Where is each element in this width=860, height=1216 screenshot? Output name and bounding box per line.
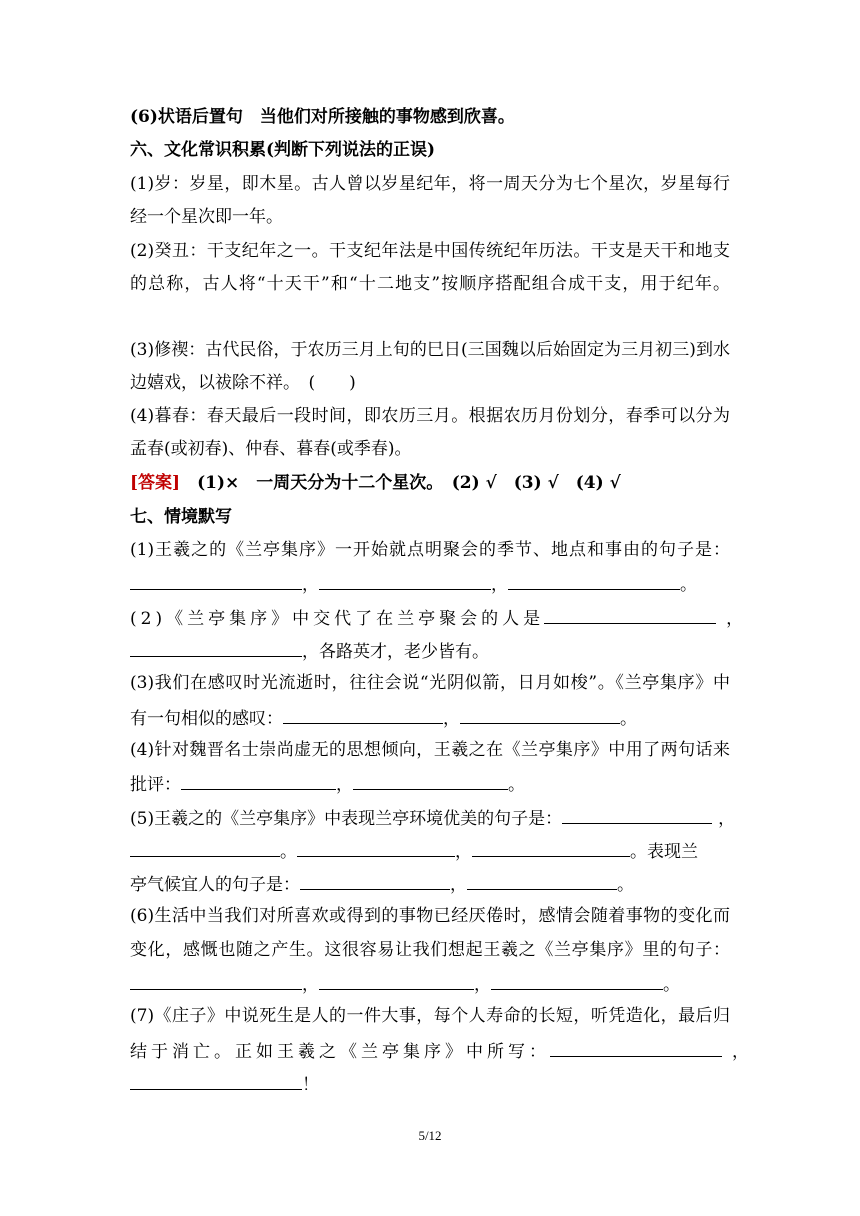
text-line: (4)暮春：春天最后一段时间，即农历三月。根据农历月份划分，春季可以分为 bbox=[130, 406, 730, 426]
text-line: 经一个星次即一年。 bbox=[130, 207, 283, 227]
text-line: (2)癸丑：干支纪年之一。干支纪年法是中国传统纪年历法。干支是天干和地支 bbox=[130, 241, 730, 261]
answer-blank[interactable] bbox=[181, 771, 336, 790]
answer-blank[interactable] bbox=[544, 605, 716, 624]
answer-blanks-1: ， ， 。 bbox=[130, 571, 730, 597]
answer-blank[interactable] bbox=[283, 705, 443, 724]
answer-blank[interactable] bbox=[472, 838, 630, 857]
text-line: 的总称，古人将“十天干”和“十二地支”按顺序搭配组合成干支，用于纪年。 bbox=[130, 274, 730, 294]
question-5: (5)王羲之的《兰亭集序》中表现兰亭环境优美的句子是： ， bbox=[130, 805, 730, 831]
question-4-cont: 批评： ， 。 bbox=[130, 771, 730, 797]
answer-tag: [答案] bbox=[130, 473, 181, 493]
answer-blank[interactable] bbox=[550, 1038, 722, 1057]
answer-text: (1)× 一周天分为十二个星次。 (2) √ (3) √ (4) √ bbox=[180, 473, 621, 493]
question-2: (2)《兰亭集序》中交代了在兰亭聚会的人是 ， bbox=[130, 605, 730, 631]
question-7-blank: ！ bbox=[130, 1071, 730, 1097]
answer-line bbox=[130, 471, 730, 495]
question-3-cont: 有一句相似的感叹： ， 。 bbox=[130, 705, 730, 731]
answer-blank[interactable] bbox=[467, 871, 617, 890]
question-7-cont: 结于消亡。正如王羲之《兰亭集序》中所写： ， bbox=[130, 1038, 730, 1064]
answer-blank[interactable] bbox=[353, 771, 508, 790]
answer-blank[interactable] bbox=[130, 1071, 302, 1090]
text-line: (1)岁：岁星，即木星。古人曾以岁星纪年，将一周天分为七个星次，岁星每行 bbox=[130, 174, 730, 194]
answer-blank[interactable] bbox=[300, 871, 450, 890]
answer-blank[interactable] bbox=[508, 571, 680, 590]
question-5-cont: 。 ， 。表现兰 bbox=[130, 838, 730, 864]
section-heading-7: 七、情境默写 bbox=[130, 507, 232, 527]
answer-blank[interactable] bbox=[562, 805, 712, 824]
answer-blank[interactable] bbox=[130, 838, 280, 857]
answer-blank[interactable] bbox=[491, 971, 663, 990]
question-2-cont: ，各路英才，老少皆有。 bbox=[130, 638, 730, 664]
question-6-blanks: ， ， 。 bbox=[130, 971, 730, 997]
question-5-cont2: 亭气候宜人的句子是： ， 。 bbox=[130, 871, 730, 897]
text-line: (3)修禊：古代民俗，于农历三月上旬的巳日(三国魏以后始固定为三月初三)到水 bbox=[130, 340, 730, 360]
answer-blank[interactable] bbox=[460, 705, 620, 724]
question-4: (4)针对魏晋名士崇尚虚无的思想倾向，王羲之在《兰亭集序》中用了两句话来 bbox=[130, 740, 730, 760]
question-6: (6)生活中当我们对所喜欢或得到的事物已经厌倦时，感情会随着事物的变化而 bbox=[130, 906, 730, 926]
question-7: (7)《庄子》中说死生是人的一件大事，每个人寿命的长短，听凭造化，最后归 bbox=[130, 1006, 730, 1026]
answer-blank[interactable] bbox=[319, 971, 474, 990]
text-line: 孟春(或初春)、仲春、暮春(或季春)。 bbox=[130, 439, 412, 459]
question-6-cont: 变化，感慨也随之产生。这很容易让我们想起王羲之《兰亭集序》里的句子： bbox=[130, 940, 730, 960]
answer-blank[interactable] bbox=[297, 838, 455, 857]
text-line: (6)状语后置句 当他们对所接触的事物感到欣喜。 bbox=[130, 107, 515, 127]
answer-blank[interactable] bbox=[319, 571, 491, 590]
section-heading-6: 六、文化常识积累(判断下列说法的正误) bbox=[130, 140, 436, 160]
answer-blank[interactable] bbox=[130, 571, 302, 590]
text-line: 边嬉戏，以祓除不祥。 ( ) bbox=[130, 373, 356, 393]
question-1: (1)王羲之的《兰亭集序》一开始就点明聚会的季节、地点和事由的句子是： bbox=[130, 540, 730, 560]
question-3: (3)我们在感叹时光流逝时，往往会说“光阴似箭，日月如梭”。《兰亭集序》中 bbox=[130, 673, 730, 693]
answer-blank[interactable] bbox=[130, 971, 302, 990]
page-number: 5/12 bbox=[418, 1128, 442, 1143]
answer-blank[interactable] bbox=[130, 638, 302, 657]
